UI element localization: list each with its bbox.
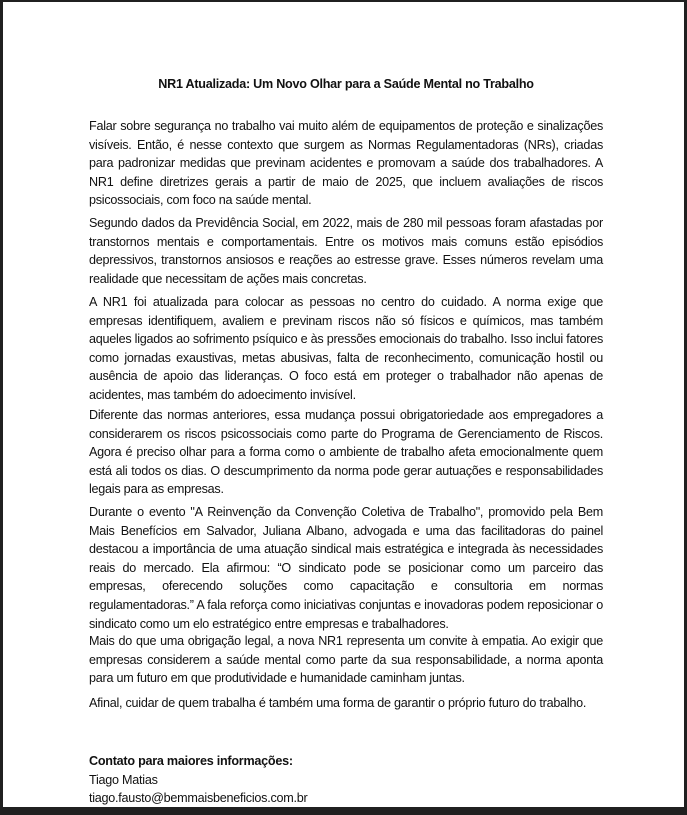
paragraph-obligations: Diferente das normas anteriores, essa mudança possui obrigatoriedade aos empregadores a considerarem os riscos psicossociais como parte do Programa de Gerenciamento de Riscos. Agora é preciso olhar para a forma como o ambiente de trabalho afeta emocionalmente quem está ali todos os dias. O descumprimento da norma pode gerar autuações e responsabilidades legais para as empresas. [89, 408, 603, 497]
paragraph-closing: Afinal, cuidar de quem trabalha é também uma forma de garantir o próprio futuro do trabalho. [89, 696, 587, 710]
contact-heading: Contato para maiores informações: [89, 754, 293, 768]
paragraph-statistics: Segundo dados da Previdência Social, em 2022, mais de 280 mil pessoas foram afastadas por transtornos mentais e comportamentais. Entre os motivos mais comuns estão episódios depressivos, transtornos ansiosos e reações ao estresse grave. Esses números revelam uma realidade que necessitam de ações mais concretas. [89, 216, 603, 286]
paragraph-event: Durante o evento "A Reinvenção da Convenção Coletiva de Trabalho", promovido pela Bem Mais Benefícios em Salvador, Juliana Albano, advogada e uma das facilitadoras do painel destacou a importância de uma atuação sindical mais estratégica e integrada às necessidades reais do mercado. Ela afirmou: “O sindicato pode se posicionar como um parceiro das empresas, oferecendo soluções como capacitação e consultoria em normas regulamentadoras.” A fala reforça como iniciativas conjuntas e inovadoras podem reposicionar o sindicato como um elo estratégico entre empresas e trabalhadores. [89, 505, 603, 631]
paragraph-nr1-update: A NR1 foi atualizada para colocar as pessoas no centro do cuidado. A norma exige que empresas identifiquem, avaliem e previnam riscos não só físicos e químicos, mas também aqueles ligados ao sofrimento psíquico e às pressões emocionais do trabalho. Isso inclui fatores como jornadas exaustivas, metas abusivas, falta de reconhecimento, comunicação hostil ou ausência de apoio das lideranças. O foco está em proteger o trabalhador não apenas de acidentes, mas também do adoecimento invisível. [89, 295, 603, 402]
contact-block [89, 752, 307, 807]
contact-email[interactable]: tiago.fausto@bemmaisbeneficios.com.br [89, 791, 308, 806]
document-page [3, 2, 684, 807]
document-title: NR1 Atualizada: Um Novo Olhar para a Saúde Mental no Trabalho [158, 77, 534, 91]
contact-name: Tiago Matias [89, 772, 158, 787]
paragraph-empathy: Mais do que uma obrigação legal, a nova NR1 representa um convite à empatia. Ao exigir que empresas considerem a saúde mental como parte da sua responsabilidade, a norma aponta para um futuro em que produtividade e humanidade caminham juntas. [89, 634, 603, 686]
paragraph-intro: Falar sobre segurança no trabalho vai muito além de equipamentos de proteção e sinalizações visíveis. Então, é nesse contexto que surgem as Normas Regulamentadoras (NRs), criadas para padronizar medidas que previnam acidentes e promovam a saúde dos trabalhadores. A NR1 define diretrizes gerais a partir de maio de 2025, que incluem avaliações de riscos psicossociais, com foco na saúde mental. [89, 119, 603, 208]
